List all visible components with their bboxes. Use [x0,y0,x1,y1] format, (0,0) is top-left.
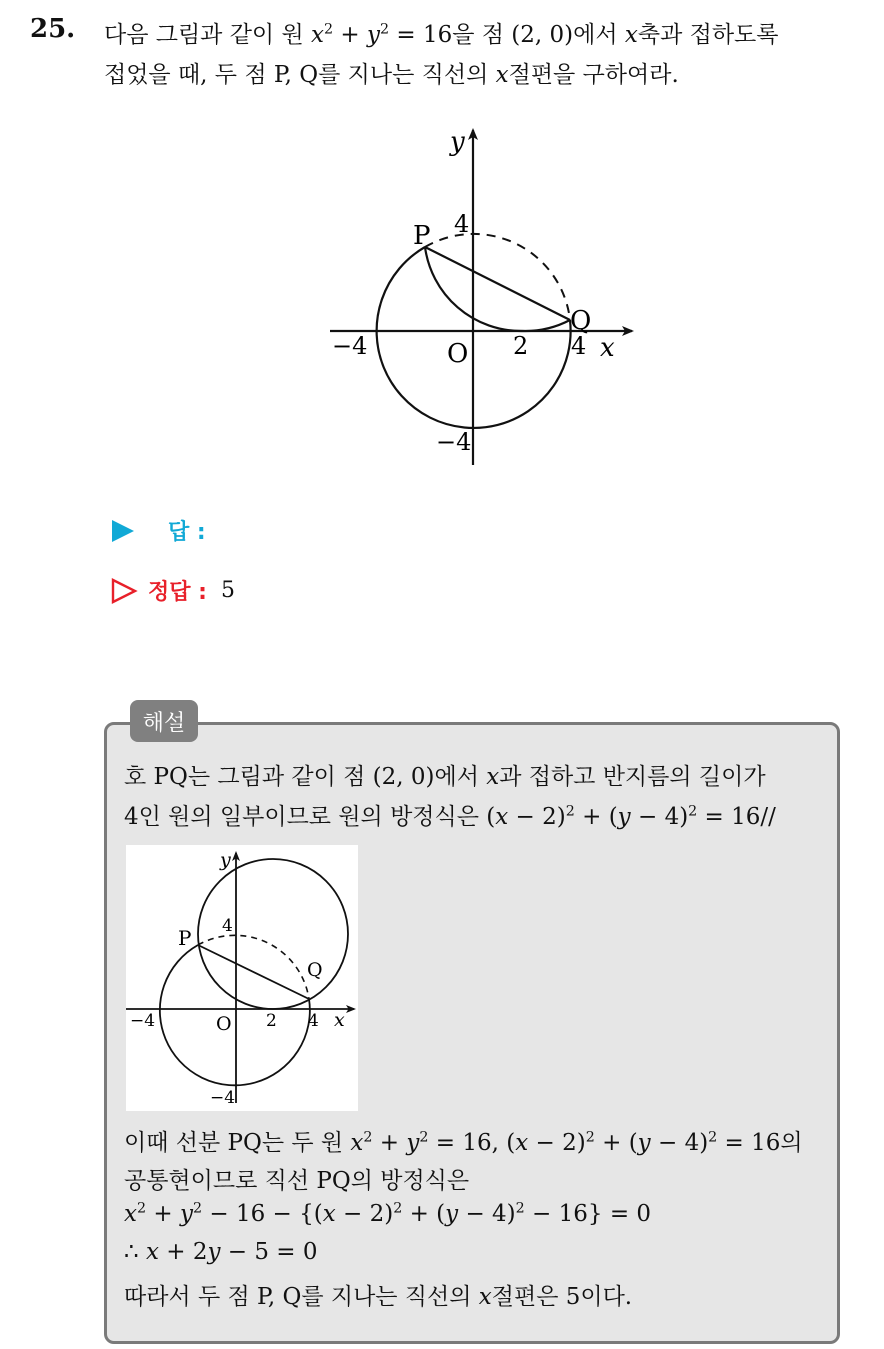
tick-label-x-2: 2 [513,332,529,360]
solution-line-5: $x^2 + y^2 - 16 - \{(x - 2)^2 + (y - 4)^2 - 16\} = 0$ [124,1200,652,1227]
point-label-p: P [178,926,192,950]
answer-label: 답 : [168,520,206,545]
answer-row [110,515,206,546]
point-label-p: P [413,221,431,251]
axis-label-x: x [334,1009,345,1031]
filled-triangle-icon [110,518,136,544]
problem-number: 25. [30,14,76,44]
solution-line-2: 4인 원의 일부이므로 원의 방정식은 $(x - 2)^2 + (y - 4)^2 = 16//$ [124,803,776,830]
tick-label-x-2: 2 [266,1011,277,1031]
point-label-q: Q [307,959,323,981]
solution-figure [126,845,358,1111]
outline-triangle-icon [110,577,138,605]
tick-label-x-4: 4 [571,332,587,360]
problem-text-line-2: 접었을 때, 두 점 P, Q를 지나는 직선의 x절편을 구하여라. [104,62,679,88]
second-circle [198,859,348,1009]
correct-answer-label: 정답 : [148,580,207,605]
axis-label-y: y [220,849,231,871]
circle-dashed-arc [198,935,309,999]
tick-label-y-4: 4 [454,210,470,238]
chord-pq [198,945,309,999]
origin-label: O [447,339,469,369]
tick-label-x-4: 4 [308,1011,319,1031]
circle-solid-arc [160,945,310,1085]
solution-line-6: ∴ x + 2y − 5 = 0 [124,1239,318,1265]
circle-dashed-arc [425,234,570,320]
solution-tag: 해설 [130,700,198,742]
axis-label-x: x [600,333,615,363]
chord-pq [425,247,570,320]
correct-answer-row [110,575,235,606]
solution-line-4: 공통현이므로 직선 PQ의 방정식은 [124,1168,470,1194]
problem-text-line-1: 다음 그림과 같이 원 $x^2 + y^2 = 16$을 점 (2, 0)에서 x축과 접하도록 [104,21,779,48]
axis-label-y: y [450,127,465,157]
tick-label-y-neg4: −4 [210,1088,236,1108]
solution-line-3: 이때 선분 PQ는 두 원 $x^2 + y^2 = 16$, $(x - 2)^2 + (y - 4)^2 = 16$의 [124,1129,803,1156]
point-label-q: Q [570,306,592,336]
solution-line-1: 호 PQ는 그림과 같이 점 (2, 0)에서 x과 접하고 반지름의 길이가 [124,764,766,790]
tick-label-x-neg4: −4 [332,332,368,360]
solution-line-7: 따라서 두 점 P, Q를 지나는 직선의 x절편은 5이다. [124,1284,633,1310]
origin-label: O [216,1013,232,1035]
folded-arc [425,247,570,331]
correct-answer-value: 5 [220,578,235,603]
problem-figure [320,120,650,480]
tick-label-x-neg4: −4 [130,1011,156,1031]
tick-label-y-4: 4 [222,916,233,936]
tick-label-y-neg4: −4 [436,428,472,456]
